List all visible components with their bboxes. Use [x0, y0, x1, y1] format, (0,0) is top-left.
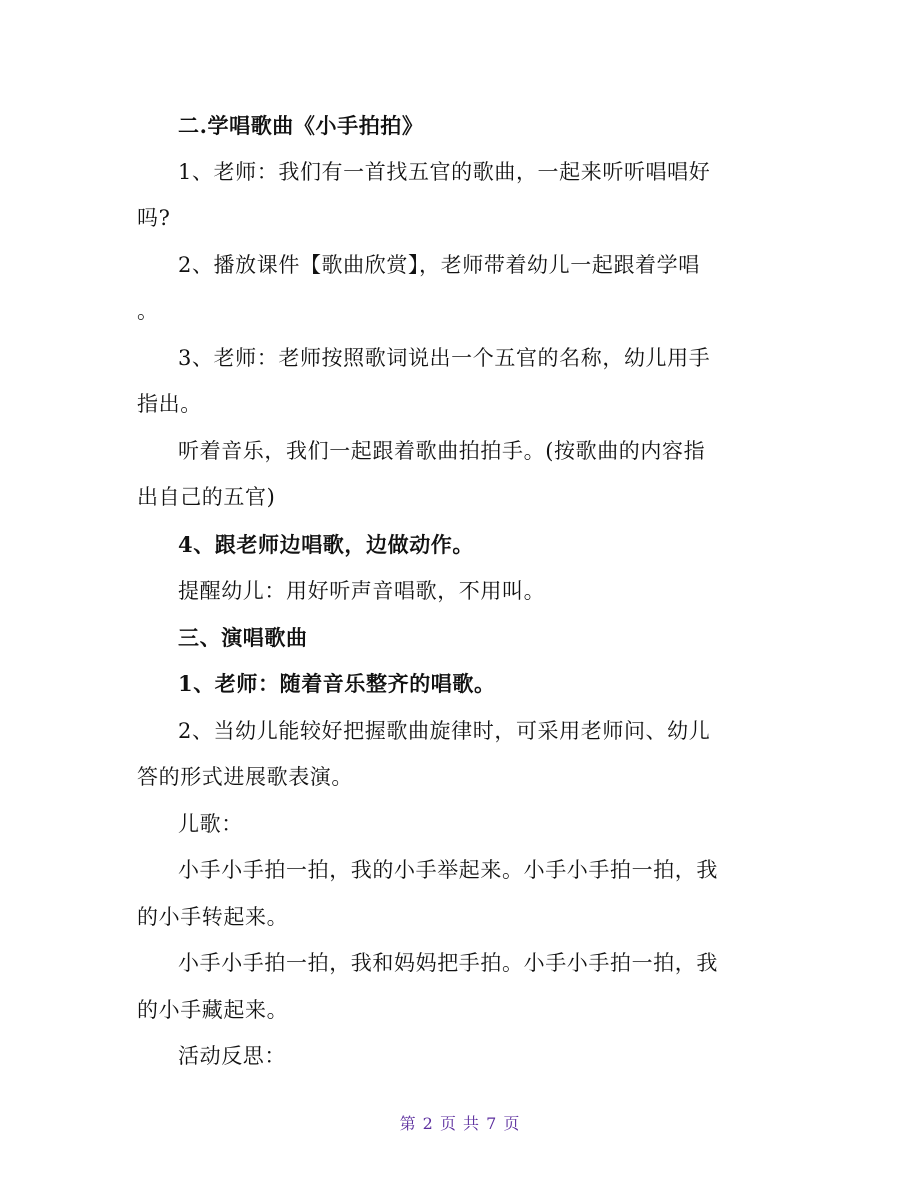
rhyme-line: 的小手藏起来。 [137, 998, 289, 1022]
paragraph-line: 吗? [137, 206, 171, 230]
paragraph-line: 指出。 [137, 392, 202, 416]
bold-step-line: 4、跟老师边唱歌，边做动作。 [178, 532, 475, 557]
section-heading-perform-song: 三、演唱歌曲 [178, 625, 308, 650]
paragraph-line: 2、播放课件【歌曲欣赏】，老师带着幼儿一起跟着学唱 [178, 253, 700, 277]
paragraph-line: 1、老师：我们有一首找五官的歌曲，一起来听听唱唱好 [178, 160, 711, 184]
page-number-footer: 第 2 页 共 7 页 [399, 1114, 521, 1133]
nursery-rhyme-label: 儿歌： [178, 812, 243, 836]
paragraph-line: 答的形式进展歌表演。 [137, 765, 353, 789]
rhyme-line: 的小手转起来。 [137, 905, 289, 929]
reflection-label: 活动反思： [178, 1044, 286, 1068]
paragraph-line: 。 [137, 299, 159, 323]
bold-step-line: 1、老师：随着音乐整齐的唱歌。 [178, 671, 496, 696]
section-heading-learn-song: 二.学唱歌曲《小手拍拍》 [178, 113, 424, 138]
paragraph-line: 出自己的五官) [137, 485, 276, 509]
rhyme-line: 小手小手拍一拍，我的小手举起来。小手小手拍一拍，我 [178, 858, 718, 882]
paragraph-line: 提醒幼儿：用好听声音唱歌，不用叫。 [178, 579, 546, 603]
rhyme-line: 小手小手拍一拍，我和妈妈把手拍。小手小手拍一拍，我 [178, 951, 718, 975]
paragraph-line: 2、当幼儿能较好把握歌曲旋律时，可采用老师问、幼儿 [178, 719, 711, 743]
paragraph-line: 听着音乐，我们一起跟着歌曲拍拍手。(按歌曲的内容指 [178, 439, 706, 463]
paragraph-line: 3、老师：老师按照歌词说出一个五官的名称，幼儿用手 [178, 346, 711, 370]
